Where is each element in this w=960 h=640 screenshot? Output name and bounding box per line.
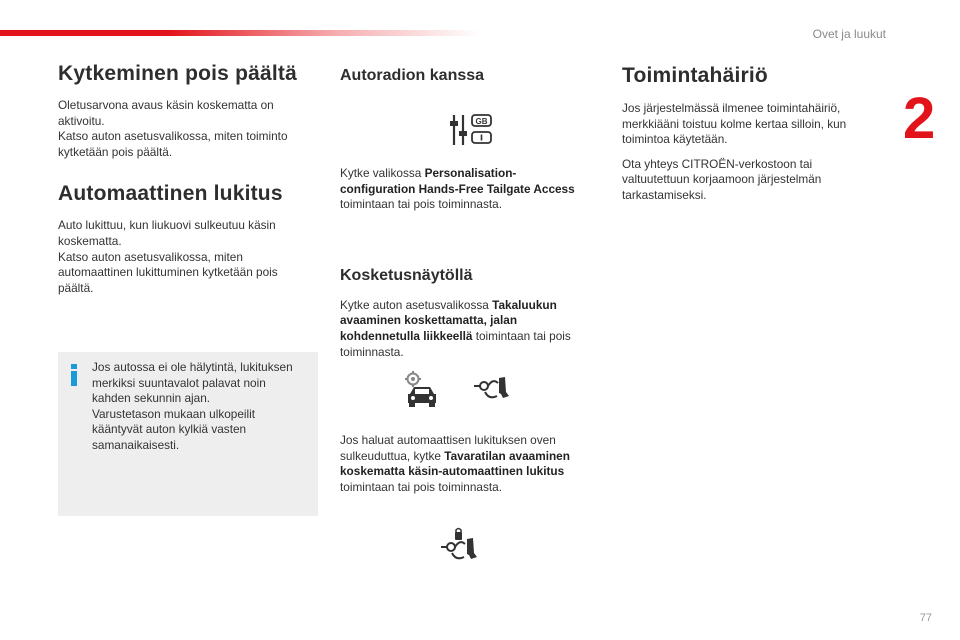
text-line: samanaikaisesti. <box>92 437 180 452</box>
text-segment: sulkeuduttua, kytke <box>340 448 445 463</box>
text-line: Katso auton asetusvalikossa, miten toiminto <box>58 129 288 144</box>
menu-path: Personalisation- <box>424 166 517 180</box>
text-line: aktivoitu. <box>58 113 105 128</box>
info-text <box>92 360 307 454</box>
text-segment: toiminnasta. <box>340 344 404 359</box>
menu-path: kohdennetulla liikkeellä <box>340 328 473 343</box>
paragraph-hairio <box>622 101 884 148</box>
text-line: toimintoa käytetään. <box>622 132 728 147</box>
menu-path: Takaluukun <box>492 297 557 312</box>
heading-kytkeminen: Kytkeminen pois päältä <box>58 62 297 85</box>
menu-path: koskematta käsin-automaattinen lukitus <box>340 464 565 479</box>
text-line: Katso auton asetusvalikossa, miten <box>58 249 243 264</box>
text-line: Ota yhteys CITROËN-verkostoon tai <box>622 156 813 171</box>
text-line: automaattinen lukittuminen kytketään pois <box>58 265 278 280</box>
text-line: merkiksi suuntavalot palavat noin <box>92 375 266 390</box>
heading-autoradion-kanssa: Autoradion kanssa <box>340 67 485 84</box>
column-2-footer <box>340 433 602 495</box>
paragraph-autoradio <box>340 166 602 213</box>
text-segment: toimintaan tai pois toiminnasta. <box>340 197 502 212</box>
car-settings-icon <box>404 370 440 408</box>
text-line: Varustetason mukaan ulkopeilit <box>92 406 256 421</box>
text-line: Jos autossa ei ole hälytintä, lukituksen <box>92 360 293 374</box>
heading-toimintahairio: Toimintahäiriö <box>622 64 768 87</box>
settings-sliders-icon <box>449 112 495 148</box>
radio-icon-label: GB <box>475 117 488 126</box>
text-line: kytketään pois päältä. <box>58 144 173 159</box>
heading-kosketusnaytolla: Kosketusnäytöllä <box>340 266 473 284</box>
column-3 <box>622 64 884 204</box>
info-icon <box>70 364 78 386</box>
page-number: 77 <box>919 612 932 624</box>
foot-kick-icon <box>473 374 513 404</box>
text-line: merkkiääni toistuu kolme kertaa silloin, kun <box>622 116 847 131</box>
paragraph-automaattinen-lukitus <box>58 218 320 296</box>
text-line: Auto lukittuu, kun liukuovi sulkeutuu käsin <box>58 218 276 233</box>
paragraph-kosketusnaytolla <box>340 298 602 360</box>
paragraph-yhteys <box>622 157 884 204</box>
foot-kick-lock-icon <box>440 527 482 563</box>
column-2 <box>340 67 602 85</box>
text-line: kääntyvät auton kylkiä vasten <box>92 422 247 437</box>
text-line: valtuutettuun korjaamoon järjestelmän <box>622 172 822 187</box>
text-line: Jos järjestelmässä ilmenee toimintahäiriö, <box>622 101 841 115</box>
top-accent-bar <box>0 30 480 36</box>
chapter-number: 2 <box>903 86 936 151</box>
text-segment: toimintaan tai pois <box>472 328 571 343</box>
text-line: koskematta. <box>58 233 122 248</box>
text-line: tarkastamiseksi. <box>622 187 707 202</box>
text-segment: Kytke auton asetusvalikossa <box>340 297 493 312</box>
column-1 <box>58 62 320 296</box>
menu-path: avaaminen koskettamatta, jalan <box>340 313 518 328</box>
text-segment: toimintaan tai pois toiminnasta. <box>340 479 502 494</box>
menu-path: Tavaratilan avaaminen <box>444 448 570 463</box>
text-line: päältä. <box>58 280 94 295</box>
paragraph-kytkeminen <box>58 98 320 160</box>
heading-automaattinen-lukitus: Automaattinen lukitus <box>58 182 283 206</box>
column-2-body <box>340 166 602 360</box>
text-segment: Kytke valikossa <box>340 166 425 180</box>
menu-path: configuration Hands-Free Tailgate Access <box>340 181 575 196</box>
text-line: Oletusarvona avaus käsin koskematta on <box>58 98 274 112</box>
text-line: kahden sekunnin ajan. <box>92 391 211 406</box>
paragraph-automaattinen <box>340 433 602 495</box>
section-title: Ovet ja luukut <box>812 27 886 41</box>
info-box <box>58 352 318 516</box>
text-line: Jos haluat automaattisen lukituksen oven <box>340 433 556 447</box>
